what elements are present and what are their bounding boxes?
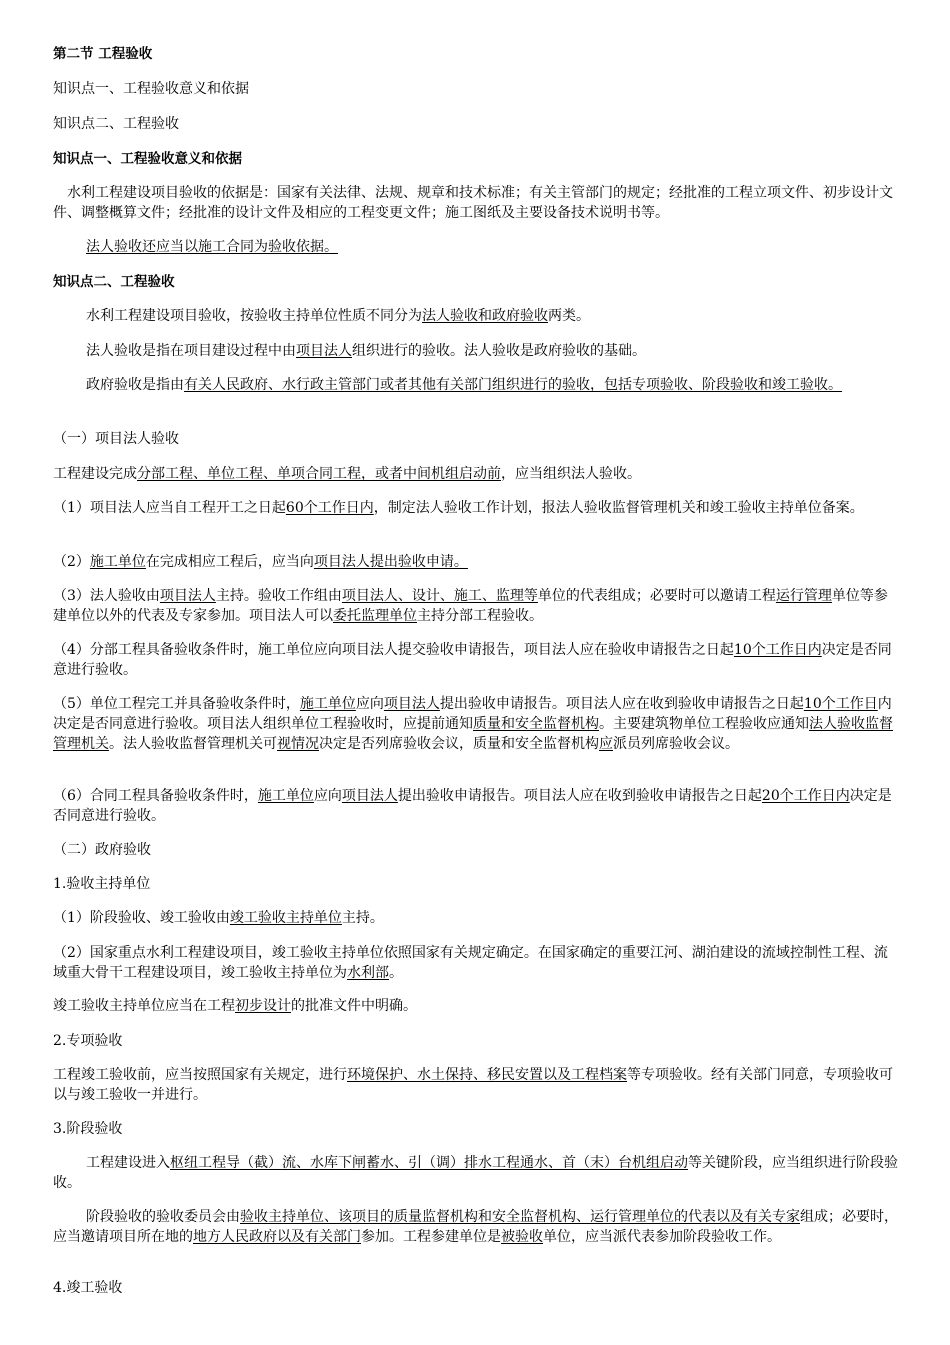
legal-item-1: （1）项目法人应当自工程开工之日起60个工作日内，制定法人验收工作计划，报法人验收监督管理机关和竣工验收主持单位备案。 (53, 500, 864, 516)
section-title: 第二节 工程验收 (53, 46, 153, 62)
legal-person-acceptance-title: （一）项目法人验收 (53, 431, 179, 447)
legal-item-2: （2）施工单位在完成相应工程后，应当向项目法人提出验收申请。 (53, 554, 468, 570)
toc-item-1: 知识点一、工程验收意义和依据 (53, 81, 249, 97)
government-acceptance-title: （二）政府验收 (53, 842, 151, 858)
legal-item-4: （4）分部工程具备验收条件时，施工单位应向项目法人提交验收申请报告，项目法人应在验收申请报告之日起10个工作日内决定是否同意进行验收。 (53, 642, 892, 678)
kp2-paragraph-1: 水利工程建设项目验收，按验收主持单位性质不同分为法人验收和政府验收两类。 (86, 308, 590, 324)
kp2-paragraph-3: 政府验收是指由有关人民政府、水行政主管部门或者其他有关部门组织进行的验收，包括专项验收、阶段验收和竣工验收。 (86, 377, 842, 393)
kp1-basis-paragraph: 水利工程建设项目验收的依据是：国家有关法律、法规、规章和技术标准；有关主管部门的规定；经批准的工程立项文件、初步设计文件、调整概算文件；经批准的设计文件及相应的工程变更文件；施工图纸及主要设备技术说明书等。 (53, 185, 893, 221)
host-unit-item-1: （1）阶段验收、竣工验收由竣工验收主持单位主持。 (53, 910, 384, 926)
kp1-note-text: 法人验收还应当以施工合同为验收依据。 (86, 239, 338, 255)
stage-acceptance-paragraph-2: 阶段验收的验收委员会由验收主持单位、该项目的质量监督机构和安全监督机构、运行管理单位的代表以及有关专家组成；必要时，应当邀请项目所在地的地方人民政府以及有关部门参加。工程参建单位是被验收单位，应当派代表参加阶段验收工作。 (53, 1209, 898, 1245)
kp1-heading: 知识点一、工程验收意义和依据 (53, 151, 242, 167)
legal-person-acceptance-intro: 工程建设完成分部工程、单位工程、单项合同工程，或者中间机组启动前，应当组织法人验收。 (53, 466, 641, 482)
stage-acceptance-title: 3.阶段验收 (53, 1121, 123, 1137)
legal-item-6: （6）合同工程具备验收条件时，施工单位应向项目法人提出验收申请报告。项目法人应在收到验收申请报告之日起20个工作日内决定是否同意进行验收。 (53, 788, 892, 824)
special-acceptance-paragraph: 工程竣工验收前，应当按照国家有关规定，进行环境保护、水土保持、移民安置以及工程档案等专项验收。经有关部门同意，专项验收可以与竣工验收一并进行。 (53, 1067, 893, 1103)
legal-item-5: （5）单位工程完工并具备验收条件时，施工单位应向项目法人提出验收申请报告。项目法人应在收到验收申请报告之日起10个工作日内决定是否同意进行验收。项目法人组织单位工程验收时，应提前通知质量和安全监督机构。主要建筑物单位工程验收应通知法人验收监督管理机关。法人验收监督管理机关可视情况决定是否列席验收会议，质量和安全监督机构应派员列席验收会议。 (53, 696, 893, 752)
kp1-note (86, 237, 886, 257)
special-acceptance-title: 2.专项验收 (53, 1033, 123, 1049)
completion-acceptance-title: 4.竣工验收 (53, 1280, 123, 1296)
legal-item-3: （3）法人验收由项目法人主持。验收工作组由项目法人、设计、施工、监理等单位的代表组成；必要时可以邀请工程运行管理单位等参建单位以外的代表及专家参加。项目法人可以委托监理单位主持分部工程验收。 (53, 588, 888, 624)
host-unit-item-2: （2）国家重点水利工程建设项目，竣工验收主持单位依照国家有关规定确定。在国家确定的重要江河、湖泊建设的流域控制性工程、流域重大骨干工程建设项目，竣工验收主持单位为水利部。 (53, 945, 888, 981)
toc-item-2: 知识点二、工程验收 (53, 116, 179, 132)
host-unit-note: 竣工验收主持单位应当在工程初步设计的批准文件中明确。 (53, 998, 417, 1014)
kp2-heading: 知识点二、工程验收 (53, 274, 175, 290)
kp2-paragraph-2: 法人验收是指在项目建设过程中由项目法人组织进行的验收。法人验收是政府验收的基础。 (86, 343, 646, 359)
host-unit-title: 1.验收主持单位 (53, 876, 151, 892)
stage-acceptance-paragraph-1: 工程建设进入枢纽工程导（截）流、水库下闸蓄水、引（调）排水工程通水、首（末）台机组启动等关键阶段，应当组织进行阶段验收。 (53, 1155, 898, 1191)
